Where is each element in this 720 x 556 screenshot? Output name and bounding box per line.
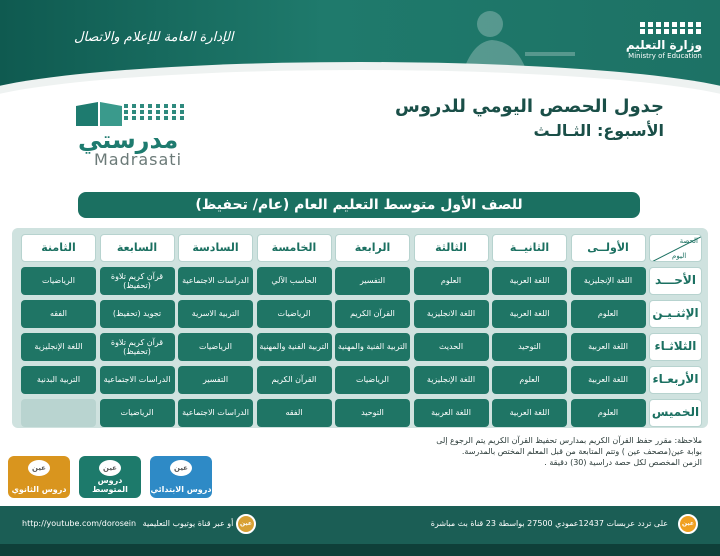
subject-cell: الرياضيات	[178, 333, 253, 361]
subject-cell: التربية الفنية والمهنية	[257, 333, 332, 361]
subject-cell: الفقه	[21, 300, 96, 328]
subject-cell: اللغة الإنجليزية	[571, 267, 646, 295]
subject-cell: التربية البدنية	[21, 366, 96, 394]
period-header: الثامنة	[21, 234, 96, 262]
ein-logo-icon: عين	[28, 460, 50, 476]
secondary-lessons-label: دروس الثانوي	[11, 485, 67, 494]
subject-cell: اللغة العربية	[492, 267, 567, 295]
day-label: الثلاثـاء	[649, 333, 702, 361]
subject-cell: الرياضيات	[335, 366, 410, 394]
subject-cell: الرياضيات	[257, 300, 332, 328]
subject-cell: قرآن كريم تلاوة (تحفيظ)	[100, 333, 175, 361]
class-banner: للصف الأول متوسط التعليم العام (عام/ تحفيظ)	[78, 192, 640, 218]
corner-period-label: الحصة	[679, 237, 698, 245]
period-header: الخامسة	[257, 234, 332, 262]
ministry-name-ar: وزارة التعليم	[625, 38, 702, 52]
subject-cell: اللغة العربية	[492, 300, 567, 328]
subject-cell: اللغة العربية	[571, 366, 646, 394]
subject-cell: العلوم	[492, 366, 567, 394]
day-label: الأربعـاء	[649, 366, 702, 394]
period-header: الثالثة	[414, 234, 489, 262]
primary-lessons-button[interactable]	[150, 456, 212, 498]
period-header: السابعة	[100, 234, 175, 262]
subject-cell: الرياضيات	[21, 267, 96, 295]
subject-cell: القرآن الكريم	[257, 366, 332, 394]
ein-youtube-icon: عين	[236, 514, 256, 534]
subject-cell: التفسير	[178, 366, 253, 394]
day-label: الخميس	[649, 399, 702, 427]
book-icon	[74, 100, 124, 128]
subject-cell: الفقه	[257, 399, 332, 427]
footer	[0, 506, 720, 544]
middle-lessons-label: دروس المتوسط	[92, 476, 128, 494]
subject-cell: تجويد (تحفيظ)	[100, 300, 175, 328]
youtube-label: أو عبر قناة يوتيوب التعليمية	[142, 519, 234, 528]
subject-cell: الحاسب الآلي	[257, 267, 332, 295]
subject-cell: التربية الفنية والمهنية	[335, 333, 410, 361]
youtube-link[interactable]: http://youtube.com/dorosein	[22, 519, 137, 528]
middle-lessons-button[interactable]	[79, 456, 141, 498]
subject-cell: التوحيد	[492, 333, 567, 361]
ein-logo-icon: عين	[99, 460, 121, 476]
subject-cell: الدراسات الاجتماعية	[178, 267, 253, 295]
subject-cell: اللغة الإنجليزية	[414, 366, 489, 394]
logo-dots-icon	[124, 104, 186, 120]
ministry-logo	[602, 22, 702, 78]
youtube-info	[22, 519, 233, 528]
note-line-3: الزمن المخصص لكل حصة دراسية (30) دقيقة .	[544, 457, 702, 467]
period-header: الأولــى	[571, 234, 646, 262]
period-header: السادسة	[178, 234, 253, 262]
subject-cell: القرآن الكريم	[335, 300, 410, 328]
subject-cell: قرآن كريم تلاوة (تحفيظ)	[100, 267, 175, 295]
table-corner-header	[649, 234, 702, 262]
header-banner	[0, 0, 720, 100]
subject-cell: الحديث	[414, 333, 489, 361]
logo-text-ar: مدرستي	[78, 126, 179, 154]
logo-text-en: Madrasati	[94, 150, 183, 169]
footer-strip	[0, 544, 720, 556]
period-header: الثانيــة	[492, 234, 567, 262]
title-week: الأسبوع: الثـالـث	[533, 121, 664, 140]
subject-cell: اللغة الإنجليزية	[21, 333, 96, 361]
secondary-lessons-button[interactable]	[8, 456, 70, 498]
subject-cell: الدراسات الاجتماعية	[178, 399, 253, 427]
schedule-title	[395, 96, 664, 140]
ministry-name-en: Ministry of Education	[628, 52, 702, 60]
primary-lessons-label: دروس الابتدائي	[150, 485, 212, 494]
subject-cell: العلوم	[571, 300, 646, 328]
subject-cell: اللغة العربية	[571, 333, 646, 361]
subject-cell: اللغة الانجليزية	[414, 300, 489, 328]
subject-cell: الرياضيات	[100, 399, 175, 427]
ministry-dots-icon	[602, 22, 702, 34]
period-header: الرابعة	[335, 234, 410, 262]
subject-cell: التفسير	[335, 267, 410, 295]
subject-cell: العلوم	[414, 267, 489, 295]
media-department-text: الإدارة العامة للإعلام والاتصال	[74, 30, 234, 45]
madrasati-logo	[72, 100, 212, 172]
corner-day-label: اليوم	[672, 252, 687, 260]
subject-cell: التربية الاسرية	[178, 300, 253, 328]
ein-channel-icon: عين	[678, 514, 698, 534]
satellite-info: على تردد عربسات 12437عمودي 27500 بواسطة 23 قناة بث مباشرة	[430, 519, 668, 528]
subject-cell: اللغة العربية	[414, 399, 489, 427]
subject-cell: التوحيد	[335, 399, 410, 427]
day-label: الإثنـيـن	[649, 300, 702, 328]
day-label: الأحـــد	[649, 267, 702, 295]
subject-cell: الدراسات الاجتماعية	[100, 366, 175, 394]
note-text	[232, 436, 702, 468]
schedule-table	[12, 228, 708, 428]
note-line-1: ملاحظة: مقرر حفظ القرآن الكريم بمدارس تحفيظ القرآن الكريم يتم الرجوع إلى	[436, 436, 702, 445]
subject-cell: العلوم	[571, 399, 646, 427]
empty-cell	[21, 399, 96, 427]
title-main: جدول الحصص اليومي للدروس	[395, 96, 664, 117]
note-line-2: بوابة عين(مصحف عين ) وتتم المتابعة من قبل المعلم المختص بالمدرسة.	[461, 446, 702, 456]
ein-logo-icon: عين	[170, 460, 192, 476]
subject-cell: اللغة العربية	[492, 399, 567, 427]
